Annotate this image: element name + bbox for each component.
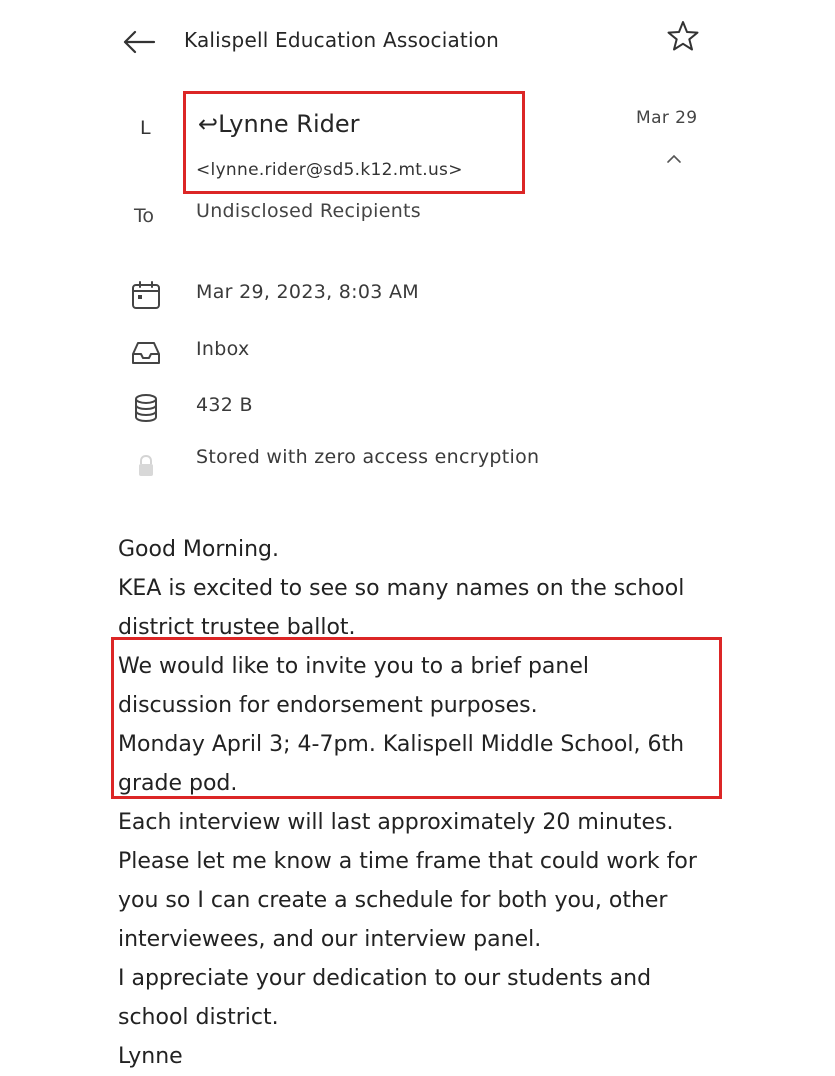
collapse-chevron-icon[interactable] [664,152,684,166]
back-arrow-icon[interactable] [122,30,156,54]
body-line: Please let me know a time frame that could work for [118,849,697,874]
message-date: Mar 29 [636,108,698,128]
body-line: district trustee ballot. [118,615,356,640]
sender-email[interactable]: <lynne.rider@sd5.k12.mt.us> [196,160,463,180]
body-line: discussion for endorsement purposes. [118,693,538,718]
to-label: To [134,205,155,227]
to-recipients[interactable]: Undisclosed Recipients [196,200,422,222]
avatar: L [140,117,151,139]
message-size: 432 B [196,394,253,416]
database-icon [130,392,162,424]
body-line: interviewees, and our interview panel. [118,927,542,952]
message-datetime: Mar 29, 2023, 8:03 AM [196,281,419,303]
body-line: KEA is excited to see so many names on the school [118,576,685,601]
body-line: Each interview will last approximately 20 minutes. [118,810,674,835]
body-line: Monday April 3; 4-7pm. Kalispell Middle School, 6th [118,732,685,757]
body-line: school district. [118,1005,279,1030]
sender-name[interactable]: ↩Lynne Rider [198,110,360,138]
message-body [118,530,758,1076]
star-icon[interactable] [666,19,700,53]
encryption-status: Stored with zero access encryption [196,446,540,468]
body-line: grade pod. [118,771,238,796]
message-folder[interactable]: Inbox [196,338,250,360]
body-line: I appreciate your dedication to our students and [118,966,652,991]
body-line: Good Morning. [118,537,279,562]
lock-icon [130,450,162,482]
body-line: you so I can create a schedule for both you, other [118,888,668,913]
page-title: Kalispell Education Association [184,28,500,52]
signature: Lynne [118,1044,183,1069]
inbox-icon [130,337,162,369]
body-line: We would like to invite you to a brief panel [118,654,589,679]
calendar-icon [130,279,162,311]
